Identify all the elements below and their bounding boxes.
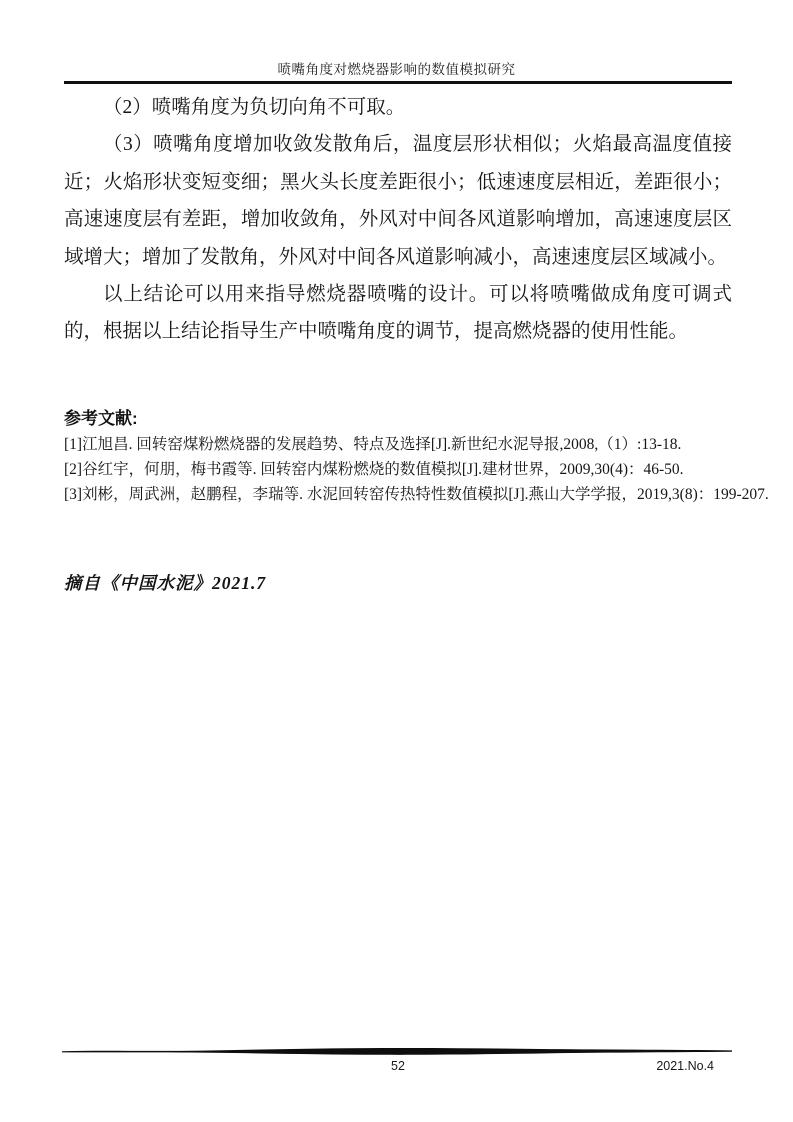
header-rule (64, 81, 732, 84)
references-section (64, 406, 769, 507)
paragraph-summary: 以上结论可以用来指导燃烧器喷嘴的设计。可以将喷嘴做成角度可调式的，根据以上结论指导生产中喷嘴角度的调节，提高燃烧器的使用性能。 (64, 284, 732, 343)
source-note: 摘自《中国水泥》2021.7 (64, 573, 267, 593)
page-footer (64, 1059, 732, 1077)
paragraph-conclusion-2: （2）喷嘴角度为负切向角不可取。 (103, 97, 406, 118)
page-number: 52 (391, 1059, 405, 1073)
issue-number: 2021.No.4 (656, 1059, 714, 1073)
reference-item-1: [1]江旭昌. 回转窑煤粉燃烧器的发展趋势、特点及选择[J].新世纪水泥导报,2008,（1）:13-18. (64, 436, 682, 453)
paragraph-conclusion-3: （3）喷嘴角度增加收敛发散角后，温度层形状相似；火焰最高温度值接近；火焰形状变短变细；黑火头长度差距很小；低速速度层相近，差距很小；高速速度层有差距，增加收敛角，外风对中间各风道影响增加，高速速度层区域增大；增加了发散角，外风对中间各风道影响减小，高速速度层区域减小。 (64, 134, 732, 268)
footer-rule (62, 1046, 732, 1057)
body-content (64, 89, 732, 351)
reference-item-3: [3]刘彬，周武洲，赵鹏程，李瑞等. 水泥回转窑传热特性数值模拟[J].燕山大学学报，2019,3(8)：199-207. (64, 486, 769, 503)
reference-item-2: [2]谷红宇，何朋，梅书霞等. 回转窑内煤粉燃烧的数值模拟[J].建材世界，2009,30(4)：46-50. (64, 461, 684, 478)
references-heading: 参考文献: (64, 409, 138, 428)
running-head-title: 喷嘴角度对燃烧器影响的数值模拟研究 (277, 62, 516, 77)
